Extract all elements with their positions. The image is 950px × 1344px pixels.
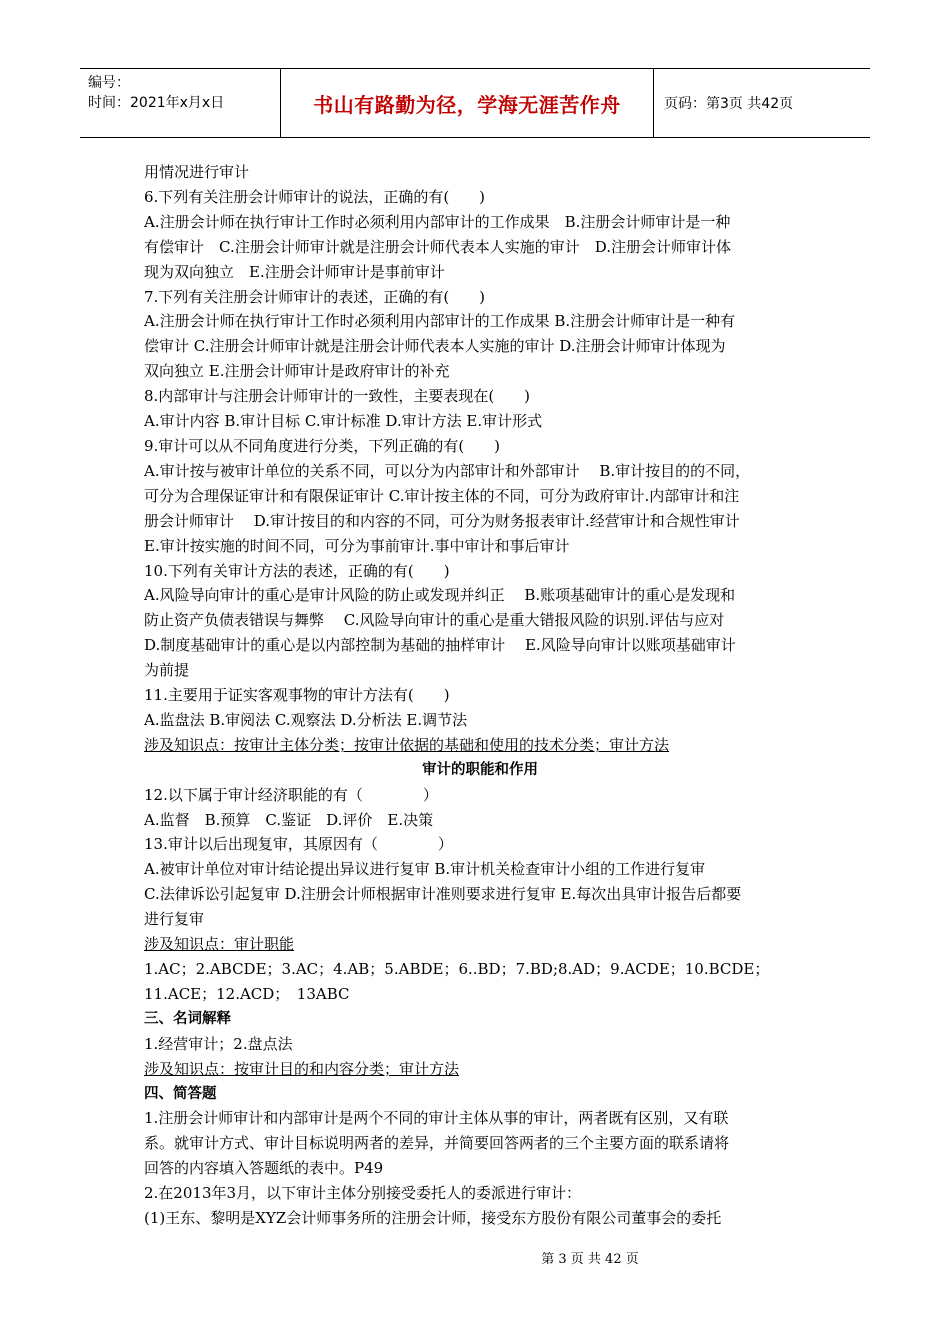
question-11: 11.主要用于证实客观事物的审计方法有( )	[144, 686, 450, 705]
page-info: 页码：第3页 共42页	[664, 96, 794, 112]
text-line: 现为双向独立 E.注册会计师审计是事前审计	[144, 262, 445, 281]
text-line: A.监督 B.预算 C.鉴证 D.评价 E.决策	[144, 810, 434, 829]
text-line: 双向独立 E.注册会计师审计是政府审计的补充	[144, 362, 450, 381]
header-meta	[80, 69, 280, 137]
question-12: 12.以下属于审计经济职能的有（ ）	[144, 785, 438, 804]
text-line: A.注册会计师在执行审计工作时必须利用内部审计的工作成果 B.注册会计师审计是一种	[144, 212, 731, 231]
text-line: 系。就审计方式、审计目标说明两者的差异，并简要回答两者的三个主要方面的联系请将	[144, 1134, 730, 1153]
text-line: 1.经营审计；2.盘点法	[144, 1034, 293, 1053]
text-line: A.风险导向审计的重心是审计风险的防止或发现并纠正 B.账项基础审计的重心是发现和	[144, 586, 736, 605]
document-body	[144, 160, 816, 1231]
text-line: (1)王东、黎明是XYZ会计师事务所的注册会计师，接受东方股份有限公司董事会的委托	[144, 1209, 722, 1228]
text-line: E.审计按实施的时间不同，可分为事前审计.事中审计和事后审计	[144, 536, 570, 555]
text-line: A.监盘法 B.审阅法 C.观察法 D.分析法 E.调节法	[144, 710, 468, 729]
question-13: 13.审计以后出现复审，其原因有（ ）	[144, 835, 453, 854]
text-line: A.审计按与被审计单位的关系不同，可以分为内部审计和外部审计 B.审计按目的的不同，	[144, 461, 751, 480]
section-heading: 审计的职能和作用	[422, 761, 538, 778]
text-line: 用情况进行审计	[144, 163, 250, 181]
text-line: D.制度基础审计的重心是以内部控制为基础的抽样审计 E.风险导向审计以账项基础审计	[144, 636, 736, 655]
text-line: 偿审计 C.注册会计师审计就是注册会计师代表本人实施的审计 D.注册会计师审计体现为	[144, 337, 726, 356]
text-line: A.审计内容 B.审计目标 C.审计标准 D.审计方法 E.审计形式	[144, 412, 543, 431]
question-9: 9.审计可以从不同角度进行分类，下列正确的有( )	[144, 436, 501, 455]
question-6: 6.下列有关注册会计师审计的说法，正确的有( )	[144, 187, 486, 206]
page-footer: 第 3 页 共 42 页	[541, 1252, 639, 1267]
motto: 书山有路勤为径，学海无涯苦作舟	[280, 69, 654, 137]
knowledge-point: 涉及知识点：按审计目的和内容分类；审计方法	[144, 1059, 460, 1078]
knowledge-point: 涉及知识点：按审计主体分类；按审计依据的基础和使用的技术分类；审计方法	[144, 735, 670, 754]
page-header	[80, 68, 870, 138]
number-label: 编号：	[88, 75, 130, 91]
answer-key: 1.AC；2.ABCDE；3.AC；4.AB；5.ABDE；6..BD；7.BD;8.AD；9.ACDE；10.BCDE；	[144, 960, 770, 978]
date-label: 时间：2021年x月x日	[88, 95, 225, 111]
text-line: 1.注册会计师审计和内部审计是两个不同的审计主体从事的审计，两者既有区别，又有联	[144, 1109, 729, 1128]
text-line: 2.在2013年3月，以下审计主体分别接受委托人的委派进行审计：	[144, 1184, 582, 1203]
section-heading: 三、名词解释	[144, 1010, 231, 1027]
question-7: 7.下列有关注册会计师审计的表述，正确的有( )	[144, 287, 486, 306]
question-8: 8.内部审计与注册会计师审计的一致性，主要表现在( )	[144, 387, 531, 406]
text-line: C.法律诉讼引起复审 D.注册会计师根据审计准则要求进行复审 E.每次出具审计报告后都要	[144, 885, 742, 904]
text-line: 可分为合理保证审计和有限保证审计 C.审计按主体的不同，可分为政府审计.内部审计和注	[144, 486, 740, 505]
text-line: 防止资产负债表错误与舞弊 C.风险导向审计的重心是重大错报风险的识别.评估与应对	[144, 611, 725, 630]
question-10: 10.下列有关审计方法的表述，正确的有( )	[144, 561, 450, 580]
knowledge-point: 涉及知识点：审计职能	[144, 935, 295, 954]
section-heading: 四、简答题	[144, 1085, 217, 1102]
text-line: A.被审计单位对审计结论提出异议进行复审 B.审计机关检查审计小组的工作进行复审	[144, 860, 706, 879]
text-line: 回答的内容填入答题纸的表中。P49	[144, 1159, 384, 1178]
text-line: 有偿审计 C.注册会计师审计就是注册会计师代表本人实施的审计 D.注册会计师审计体	[144, 237, 731, 256]
answer-key: 11.ACE；12.ACD； 13ABC	[144, 984, 350, 1003]
text-line: 进行复审	[144, 910, 205, 929]
text-line: 册会计师审计 D.审计按目的和内容的不同，可分为财务报表审计.经营审计和合规性审计	[144, 511, 740, 530]
text-line: A.注册会计师在执行审计工作时必须利用内部审计的工作成果 B.注册会计师审计是一种有	[144, 312, 736, 331]
text-line: 为前提	[144, 661, 190, 680]
